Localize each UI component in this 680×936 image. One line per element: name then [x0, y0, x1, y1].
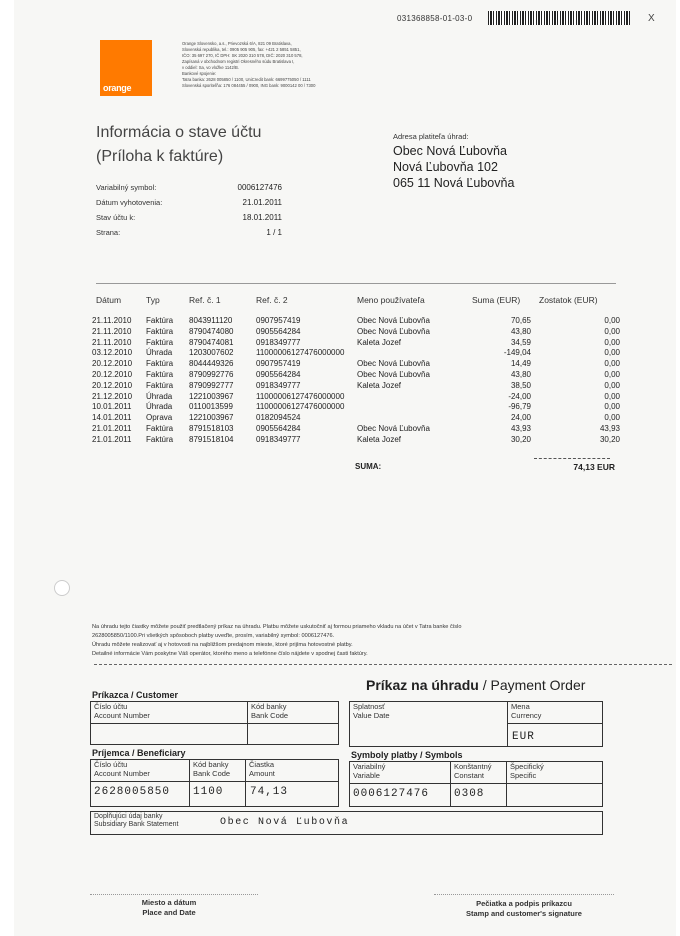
cell-ref1: 1221003967	[189, 391, 234, 401]
cell-ref2: 0905564284	[256, 326, 301, 336]
total-value: 74,13 EUR	[573, 462, 615, 472]
orange-logo	[100, 40, 152, 96]
cell-user: Obec Nová Ľubovňa	[357, 423, 430, 433]
signature-line	[434, 894, 614, 895]
constant-value: 0308	[454, 788, 485, 800]
payer-address	[393, 143, 514, 191]
company-line: Bankové spojenie:	[182, 71, 217, 76]
currency-field[interactable]	[508, 702, 603, 746]
due-date-field[interactable]	[350, 702, 508, 746]
cell-user: Kaleta Jozef	[357, 337, 402, 347]
cell-ref1: 1203007602	[189, 348, 234, 358]
cell-type: Faktúra	[146, 359, 174, 369]
issue-date-label: Dátum vyhotovenia:	[96, 198, 163, 207]
col-header-ref2: Ref. č. 2	[256, 295, 288, 305]
row-divider	[350, 783, 602, 784]
cell-user: Obec Nová Ľubovňa	[357, 326, 430, 336]
cell-ref2: 0907957419	[256, 316, 301, 325]
barcode	[488, 11, 630, 25]
cell-type: Úhrada	[146, 402, 173, 412]
variable-symbol-value: 0006127476	[237, 183, 282, 192]
company-line: Slovenská sporiteľňa: 176 084455 / 0900, ING bank: 9000142 00 / 7300	[182, 83, 316, 88]
beneficiary-bank-code-value: 1100	[193, 786, 224, 798]
cell-amount: -96,79	[508, 402, 531, 412]
col-header-user: Meno používateľa	[357, 295, 425, 305]
punch-hole	[54, 580, 70, 596]
document-page	[14, 0, 676, 936]
cell-ref2: 0918349777	[256, 337, 301, 347]
company-info	[182, 41, 362, 89]
cell-balance: 0,00	[604, 391, 620, 401]
logo-text: orange	[103, 83, 132, 93]
beneficiary-bank-code-label: Kód banky Bank Code	[193, 760, 231, 778]
symbols-section-title: Symboly platby / Symbols	[351, 750, 463, 760]
cell-user: Obec Nová Ľubovňa	[357, 369, 430, 379]
cell-ref2: 11000006127476000000	[256, 402, 345, 412]
customer-bank-code-label: Kód banky Bank Code	[251, 702, 289, 720]
cell-amount: -24,00	[508, 391, 531, 401]
table-row	[92, 327, 622, 338]
place-date-line	[90, 894, 258, 895]
constant-symbol-field[interactable]	[451, 762, 507, 806]
cell-ref2: 0907957419	[256, 359, 301, 369]
currency-value: EUR	[512, 731, 535, 743]
cell-date: 21.11.2010	[92, 316, 132, 325]
beneficiary-section-title: Príjemca / Beneficiary	[92, 748, 186, 758]
cell-date: 14.01.2011	[92, 413, 132, 423]
variable-symbol-label: Variabilný symbol:	[96, 183, 157, 192]
place-date-label: Miesto a dátum Place and Date	[141, 898, 197, 917]
cell-balance: 0,00	[604, 316, 620, 325]
cell-amount: 38,50	[510, 380, 531, 390]
constant-label: Konštantný Constant	[454, 762, 492, 780]
variable-symbol-field[interactable]	[350, 762, 451, 806]
table-row	[92, 402, 622, 413]
cell-balance: 0,00	[604, 359, 620, 369]
date-currency-box	[349, 701, 603, 747]
transactions-table	[92, 316, 622, 446]
balance-date-value: 18.01.2011	[242, 213, 282, 222]
cell-ref2: 0905564284	[256, 423, 301, 433]
cell-ref1: 8043911120	[189, 316, 233, 325]
note-line: Detailné informácie Vám poskytne Váš operátor, ktorého meno a telefónne číslo nájdete v spodnej časti faktúry.	[92, 651, 368, 657]
customer-account-label: Číslo účtu Account Number	[94, 702, 150, 720]
table-row	[92, 392, 622, 403]
cell-amount: 70,65	[510, 316, 531, 325]
payment-order-title-bold: Príkaz na úhradu	[366, 677, 479, 693]
payer-name: Obec Nová Ľubovňa	[393, 144, 507, 158]
customer-box	[90, 701, 339, 745]
row-divider	[91, 723, 338, 724]
cell-ref1: 1221003967	[189, 413, 234, 423]
payment-order-title	[366, 677, 585, 693]
col-header-date: Dátum	[96, 295, 122, 305]
cell-ref1: 0110013599	[189, 402, 233, 412]
balance-date-label: Stav účtu k:	[96, 213, 136, 222]
row-divider	[91, 781, 338, 782]
note-line: 2628005850/1100.Pri všetkých spôsoboch platby uveďte, prosím, variabilný symbol: 0006127476.	[92, 633, 335, 639]
company-line: Tatra banka: 2628 005850 / 1100, UniCredit bank: 6699775050 / 1111	[182, 77, 311, 82]
cell-type: Faktúra	[146, 337, 174, 347]
beneficiary-account-label: Číslo účtu Account Number	[94, 760, 150, 778]
issue-date-value: 21.01.2011	[242, 198, 282, 207]
table-row	[92, 424, 622, 435]
subsidiary-label: Doplňujúci údaj banky Subsidiary Bank Statement	[94, 813, 179, 828]
due-date-label: Splatnosť Value Date	[353, 702, 390, 720]
cell-ref1: 8790992777	[189, 380, 234, 390]
cell-amount: 14,49	[510, 359, 531, 369]
row-divider	[508, 723, 603, 724]
col-header-balance: Zostatok (EUR)	[539, 295, 598, 305]
cell-user: Obec Nová Ľubovňa	[357, 359, 430, 369]
cell-amount: 30,20	[510, 434, 531, 444]
table-row	[92, 359, 622, 370]
subsidiary-box[interactable]	[90, 811, 603, 835]
cell-type: Úhrada	[146, 391, 173, 401]
variable-value: 0006127476	[353, 788, 430, 800]
beneficiary-box	[90, 759, 339, 807]
cell-type: Faktúra	[146, 326, 174, 336]
cell-balance: 0,00	[604, 369, 620, 379]
cell-ref1: 8791518103	[189, 423, 234, 433]
amount-value: 74,13	[250, 786, 289, 798]
cell-date: 20.12.2010	[92, 359, 133, 369]
table-row	[92, 338, 622, 349]
cell-balance: 30,20	[599, 434, 620, 444]
cell-date: 21.01.2011	[92, 423, 132, 433]
cell-type: Faktúra	[146, 434, 174, 444]
close-mark: X	[648, 13, 655, 24]
page-label: Strana:	[96, 228, 121, 237]
beneficiary-account-value: 2628005850	[94, 786, 171, 798]
cell-balance: 0,00	[604, 402, 620, 412]
cell-user: Kaleta Jozef	[357, 380, 402, 390]
cell-balance: 0,00	[604, 348, 620, 358]
cell-ref1: 8791518104	[189, 434, 234, 444]
payment-order-title-rest: / Payment Order	[478, 677, 586, 693]
table-row	[92, 370, 622, 381]
cell-balance: 0,00	[604, 413, 620, 423]
cell-ref2: 0918349777	[256, 434, 301, 444]
cell-type: Oprava	[146, 413, 173, 423]
page-value: 1 / 1	[266, 228, 282, 237]
cell-ref1: 8790474080	[189, 326, 234, 336]
subsidiary-value: Obec Nová Ľubovňa	[220, 817, 350, 828]
symbols-box	[349, 761, 603, 807]
company-line: Slovenská republika, tel.: 0905 905 905, fax: +421 2 5851 5851,	[182, 47, 301, 52]
amount-field[interactable]	[246, 760, 339, 806]
cell-amount: 43,80	[510, 369, 531, 379]
company-line: IČO: 35 697 270, IČ DPH: SK 2020 310 578, DIČ: 2020 310 578,	[182, 53, 303, 58]
cell-ref2: 0182094524	[256, 413, 301, 423]
cell-ref1: 8790474081	[189, 337, 234, 347]
cell-balance: 0,00	[604, 326, 620, 336]
document-title: Informácia o stave účtu	[96, 124, 262, 141]
company-line: Zapísaná v obchodnom registri Okresného súdu Bratislava I,	[182, 59, 295, 64]
company-line: v oddiel: Sa, vo vložke 1142/B.	[182, 65, 239, 70]
cell-date: 21.11.2010	[92, 326, 132, 336]
cell-amount: 34,59	[510, 337, 531, 347]
table-row	[92, 381, 622, 392]
cell-ref1: 8044449326	[189, 359, 234, 369]
cell-ref1: 8790992776	[189, 369, 234, 379]
cell-amount: 43,93	[510, 423, 531, 433]
table-row	[92, 348, 622, 359]
cell-balance: 0,00	[604, 337, 620, 347]
beneficiary-bank-code-field[interactable]	[190, 760, 246, 806]
cell-ref2: 0918349777	[256, 380, 301, 390]
table-row	[92, 435, 622, 446]
table-row	[92, 316, 622, 327]
customer-section-title: Príkazca / Customer	[92, 690, 179, 700]
cell-date: 21.11.2010	[92, 337, 132, 347]
payment-note	[92, 623, 622, 659]
currency-label: Mena Currency	[511, 702, 542, 720]
table-row	[92, 413, 622, 424]
payer-street: Nová Ľubovňa 102	[393, 160, 498, 174]
cell-type: Úhrada	[146, 348, 173, 358]
cell-ref2: 0905564284	[256, 369, 301, 379]
cell-ref2: 11000006127476000000	[256, 348, 345, 358]
cell-ref2: 11000006127476000000	[256, 391, 345, 401]
beneficiary-account-field[interactable]	[91, 760, 190, 806]
specific-label: Špecifický Specific	[510, 762, 544, 780]
cell-date: 20.12.2010	[92, 380, 133, 390]
barcode-number: 031368858-01-03-0	[397, 14, 473, 23]
divider	[96, 283, 616, 284]
cell-amount: 43,80	[510, 326, 531, 336]
cell-date: 10.01.2011	[92, 402, 132, 412]
cell-date: 21.12.2010	[92, 391, 133, 401]
cell-type: Faktúra	[146, 423, 174, 433]
stamp-signature-label: Pečiatka a podpis príkazcu Stamp and customer's signature	[466, 899, 582, 918]
note-line: Na úhradu tejto čiastky môžete použiť predtlačený príkaz na úhradu. Platbu môžete uskutočniť aj formou priameho vkladu na účet v Tatra banke číslo	[92, 624, 462, 630]
payer-address-label: Adresa platiteľa úhrad:	[393, 132, 469, 141]
col-header-amount: Suma (EUR)	[472, 295, 521, 305]
col-header-ref1: Ref. č. 1	[189, 295, 221, 305]
total-label: SUMA:	[355, 462, 382, 471]
note-line: Úhradu môžete realizovať aj v hotovosti na najbližšom predajnom mieste, ktoré prijíma hotovostné platby.	[92, 642, 353, 648]
total-divider	[534, 458, 610, 459]
cell-date: 21.01.2011	[92, 434, 132, 444]
variable-label: Variabilný Variable	[353, 762, 386, 780]
cell-user: Obec Nová Ľubovňa	[357, 316, 430, 325]
cut-line	[94, 664, 672, 665]
cell-type: Faktúra	[146, 380, 174, 390]
cell-type: Faktúra	[146, 316, 174, 325]
amount-label: Čiastka Amount	[249, 760, 275, 778]
specific-symbol-field[interactable]	[507, 762, 603, 806]
document-subtitle: (Príloha k faktúre)	[96, 148, 224, 165]
company-line: Orange Slovensko, a.s., Prievozská 6/A, 821 09 Bratislava,	[182, 41, 292, 46]
cell-date: 03.12.2010	[92, 348, 133, 358]
cell-balance: 43,93	[599, 423, 620, 433]
cell-amount: -149,04	[503, 348, 531, 358]
cell-type: Faktúra	[146, 369, 174, 379]
payer-city: 065 11 Nová Ľubovňa	[393, 176, 515, 190]
cell-balance: 0,00	[604, 380, 620, 390]
cell-date: 20.12.2010	[92, 369, 133, 379]
col-header-type: Typ	[146, 295, 160, 305]
cell-user: Kaleta Jozef	[357, 434, 402, 444]
cell-amount: 24,00	[510, 413, 531, 423]
